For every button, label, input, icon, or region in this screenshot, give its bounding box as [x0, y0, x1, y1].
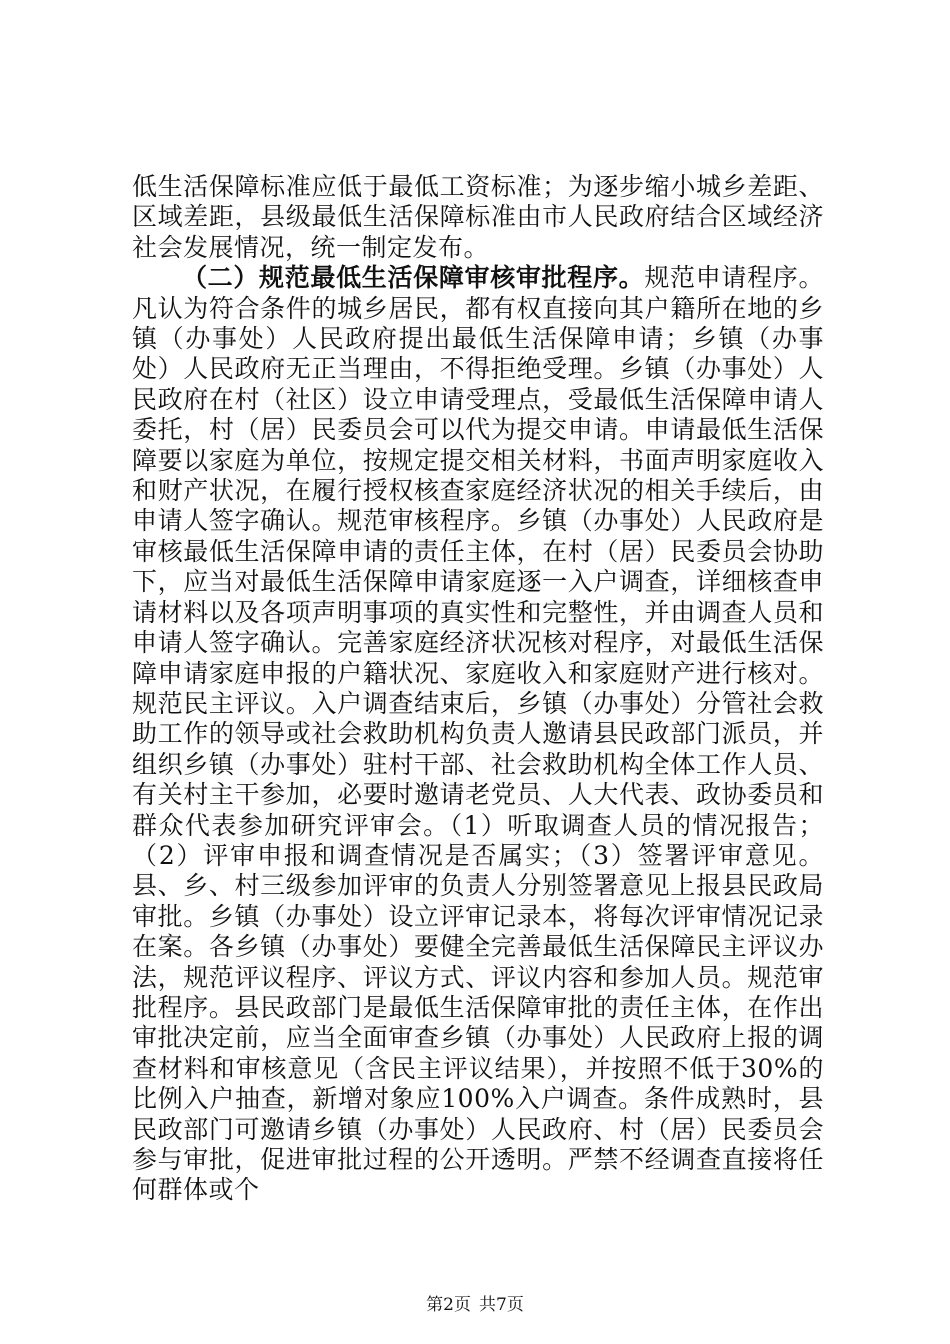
- document-body: [132, 172, 824, 1206]
- paragraph-review-procedure: [132, 263, 824, 1206]
- section-heading: （二）规范最低生活保障审核审批程序。: [182, 263, 645, 293]
- page-footer: [0, 1290, 950, 1315]
- page-number: 第2页: [426, 1295, 471, 1315]
- page-total: 共7页: [479, 1295, 524, 1315]
- paragraph-body: 规范申请程序。凡认为符合条件的城乡居民，都有权直接向其户籍所在地的乡镇（办事处）人民政府提出最低生活保障申请；乡镇（办事处）人民政府无正当理由，不得拒绝受理。乡镇（办事处）人民政府在村（社区）设立申请受理点，受最低生活保障申请人委托，村（居）民委员会可以代为提交申请。申请最低生活保障要以家庭为单位，按规定提交相关材料，书面声明家庭收入和财产状况，在履行授权核查家庭经济状况的相关手续后，由申请人签字确认。规范审核程序。乡镇（办事处）人民政府是审核最低生活保障申请的责任主体，在村（居）民委员会协助下，应当对最低生活保障申请家庭逐一入户调查，详细核查申请材料以及各项声明事项的真实性和完整性，并由调查人员和申请人签字确认。完善家庭经济状况核对程序，对最低生活保障申请家庭申报的户籍状况、家庭收入和家庭财产进行核对。规范民主评议。入户调查结束后，乡镇（办事处）分管社会救助工作的领导或社会救助机构负责人邀请县民政部门派员，并组织乡镇（办事处）驻村干部、社会救助机构全体工作人员、有关村主干参加，必要时邀请老党员、人大代表、政协委员和群众代表参加研究评审会。（1）听取调查人员的情况报告；（2）评审申报和调查情况是否属实；（3）签署评审意见。县、乡、村三级参加评审的负责人分别签署意见上报县民政局审批。乡镇（办事处）设立评审记录本，将每次评审情况记录在案。各乡镇（办事处）要健全完善最低生活保障民主评议办法，规范评议程序、评议方式、评议内容和参加人员。规范审批程序。县民政部门是最低生活保障审批的责任主体，在作出审批决定前，应当全面审查乡镇（办事处）人民政府上报的调查材料和审核意见（含民主评议结果），并按照不低于30%的比例入户抽查，新增对象应100%入户调查。条件成熟时，县民政部门可邀请乡镇（办事处）人民政府、村（居）民委员会参与审批，促进审批过程的公开透明。严禁不经调查直接将任何群体或个: [132, 263, 824, 1205]
- paragraph-continued: 低生活保障标准应低于最低工资标准；为逐步缩小城乡差距、区域差距，县级最低生活保障标准由市人民政府结合区域经济社会发展情况，统一制定发布。: [132, 172, 824, 262]
